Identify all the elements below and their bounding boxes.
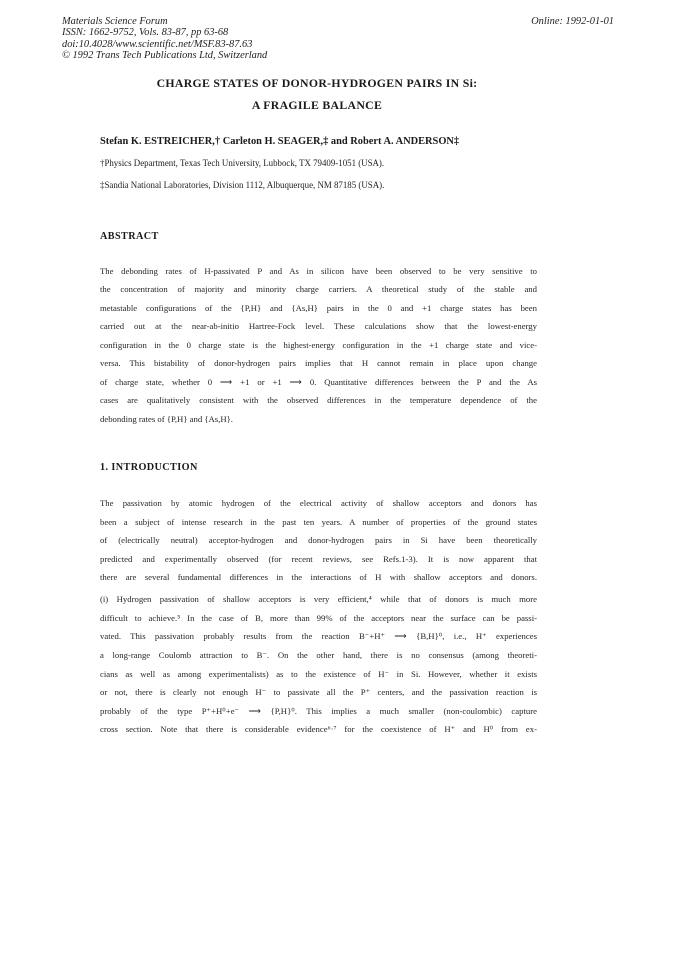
body-line: there are several fundamental differences in the interactions of H with shallow acceptors and donors.	[100, 572, 537, 582]
body-line: cians as well as among experimentalists) as to the existence of H⁻ in Si. However, whether it exists	[100, 668, 537, 679]
abstract-line: of charge state, whether 0 ⟶ +1 or +1 ⟶ 0. Quantitative differences between the P and the As	[100, 376, 537, 387]
introduction-paragraph-1	[100, 494, 537, 587]
abstract-line: configuration in the 0 charge state is the highest-energy configuration in the +1 charge state and vice-	[100, 339, 537, 350]
abstract-line: debonding rates of {P,H} and {As,H}.	[100, 413, 233, 424]
body-line: (i) Hydrogen passivation of shallow acceptors is very efficient,⁴ while that of donors is much more	[100, 594, 537, 604]
body-line: cross section. Note that there is considerable evidence⁶·⁷ for the coexistence of H⁺ and H⁰ from ex-	[100, 724, 537, 735]
body-line: predicted and experimentally observed (for recent reviews, see Refs.1-3). It is now apparent that	[100, 553, 537, 564]
introduction-heading: 1. INTRODUCTION	[100, 462, 198, 473]
body-line: been a subject of intense research in the past ten years. A number of properties of the ground states	[100, 516, 537, 527]
abstract-body	[100, 262, 537, 428]
introduction-paragraph-2	[100, 590, 537, 739]
body-line: The passivation by atomic hydrogen of the electrical activity of shallow acceptors and donors has	[100, 498, 537, 508]
author-list: Stefan K. ESTREICHER,† Carleton H. SEAGER,‡ and Robert A. ANDERSON‡	[100, 136, 460, 147]
body-line: difficult to achieve.⁵ In the case of B, more than 99% of the acceptors near the surface can be passi-	[100, 612, 537, 623]
body-line: a long-range Coulomb attraction to B⁻. On the other hand, there is no consensus (among theoreti-	[100, 649, 537, 660]
paper-title-line-2: A FRAGILE BALANCE	[251, 98, 383, 112]
abstract-line: versa. This bistability of donor-hydrogen pairs implies that H cannot remain in place upon change	[100, 358, 537, 369]
abstract-line: cases are qualitatively consistent with the observed differences in the temperature dependence of the	[100, 395, 537, 406]
online-date: Online: 1992-01-01	[531, 16, 614, 27]
abstract-heading: ABSTRACT	[100, 231, 159, 242]
journal-name: Materials Science Forum	[62, 16, 168, 27]
abstract-line: The debonding rates of H-passivated P and As in silicon have been observed to be very sensitive to	[100, 266, 537, 276]
body-line: probably of the type P⁺+H⁰+e⁻ ⟶ {P,H}⁰. This implies a much smaller (non-coulombic) capture	[100, 705, 537, 716]
copyright-line: © 1992 Trans Tech Publications Ltd, Switzerland	[62, 49, 268, 61]
paper-title-line-1: CHARGE STATES OF DONOR-HYDROGEN PAIRS IN Si:	[156, 76, 478, 90]
abstract-line: the concentration of majority and minority charge carriers. A theoretical study of the stable and	[100, 284, 537, 295]
body-line: vated. This passivation probably results from the reaction B⁻+H⁺ ⟶ {B,H}⁰, i.e., H⁺ experiences	[100, 631, 537, 642]
abstract-line: metastable configurations of the {P,H} and {As,H} pairs in the 0 and +1 charge states has been	[100, 302, 537, 313]
affiliation-2: ‡Sandia National Laboratories, Division 1112, Albuquerque, NM 87185 (USA).	[100, 180, 385, 190]
body-line: or not, there is clearly not enough H⁻ to passivate all the P⁺ centers, and the passivation reaction is	[100, 687, 537, 698]
citation-header	[62, 16, 267, 61]
issn-line: ISSN: 1662-9752, Vols. 83-87, pp 63-68	[62, 27, 229, 39]
affiliation-1: †Physics Department, Texas Tech University, Lubbock, TX 79409-1051 (USA).	[100, 158, 385, 168]
doi-line: doi:10.4028/www.scientific.net/MSF.83-87.63	[62, 38, 253, 50]
abstract-line: carried out at the near-ab-initio Hartree-Fock level. These calculations show that the lowest-energy	[100, 321, 537, 332]
body-line: of (electrically neutral) acceptor-hydrogen and donor-hydrogen pairs in Si have been theoretically	[100, 535, 537, 545]
